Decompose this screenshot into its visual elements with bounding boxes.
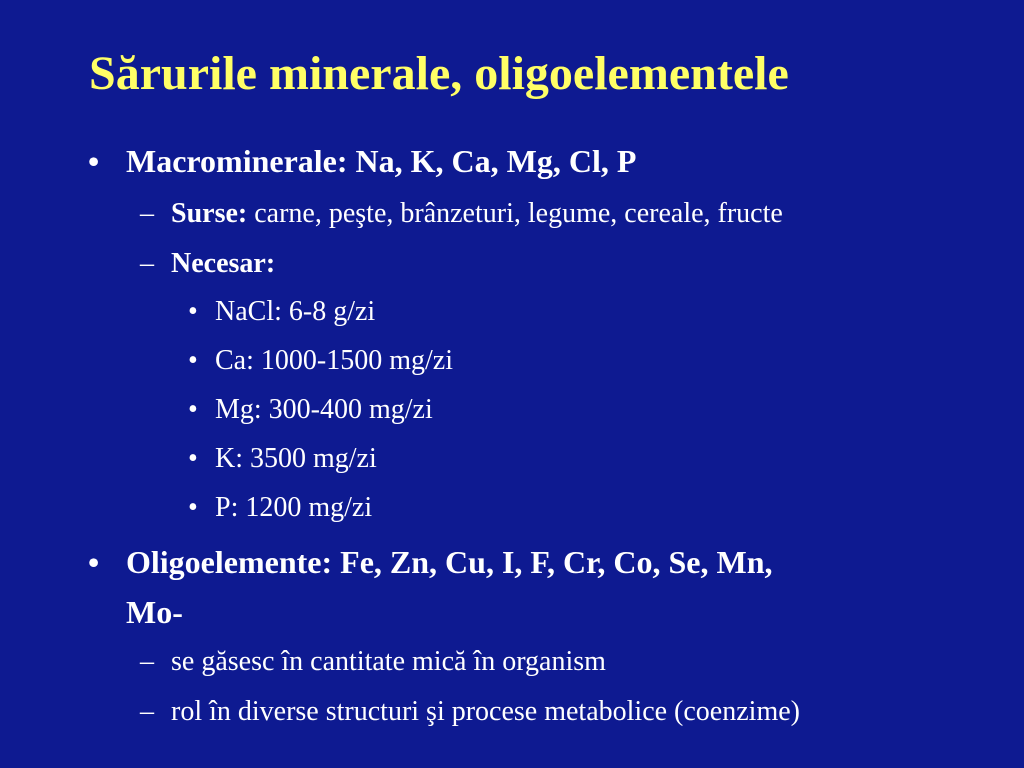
slide-title: Sărurile minerale, oligoelementele (89, 47, 789, 100)
bullet-level3-icon: • (188, 345, 198, 376)
dash-level2-icon: – (140, 248, 154, 279)
sources-text: carne, peşte, brânzeturi, legume, cereale, fructe (247, 198, 783, 229)
sources-label: Surse: (171, 198, 248, 229)
macrominerals-heading: Macrominerale: Na, K, Ca, Mg, Cl, P (126, 143, 637, 179)
bullet-level3-icon: • (188, 443, 198, 474)
sources-item (171, 200, 783, 228)
need-item: P: 1200 mg/zi (215, 492, 373, 523)
oligoelements-heading-line2: Mo- (126, 594, 183, 630)
dash-level2-icon: – (140, 646, 154, 677)
bullet-level3-icon: • (188, 394, 198, 425)
oligoelements-heading-line1: Oligoelemente: Fe, Zn, Cu, I, F, Cr, Co, Se, Mn, (126, 544, 773, 580)
bullet-level1-icon: • (88, 143, 100, 179)
dash-level2-icon: – (140, 198, 154, 229)
bullet-level3-icon: • (188, 492, 198, 523)
need-item: K: 3500 mg/zi (215, 443, 377, 474)
dash-level2-icon: – (140, 696, 154, 727)
bullet-level1-icon: • (88, 544, 100, 580)
bullet-level3-icon: • (188, 296, 198, 327)
oligo-point: rol în diverse structuri şi procese metabolice (coenzime) (171, 696, 800, 727)
needs-label: Necesar: (171, 248, 276, 279)
need-item: Ca: 1000-1500 mg/zi (215, 345, 453, 376)
need-item: Mg: 300-400 mg/zi (215, 394, 433, 425)
oligo-point: se găsesc în cantitate mică în organism (171, 646, 606, 677)
need-item: NaCl: 6-8 g/zi (215, 296, 376, 327)
